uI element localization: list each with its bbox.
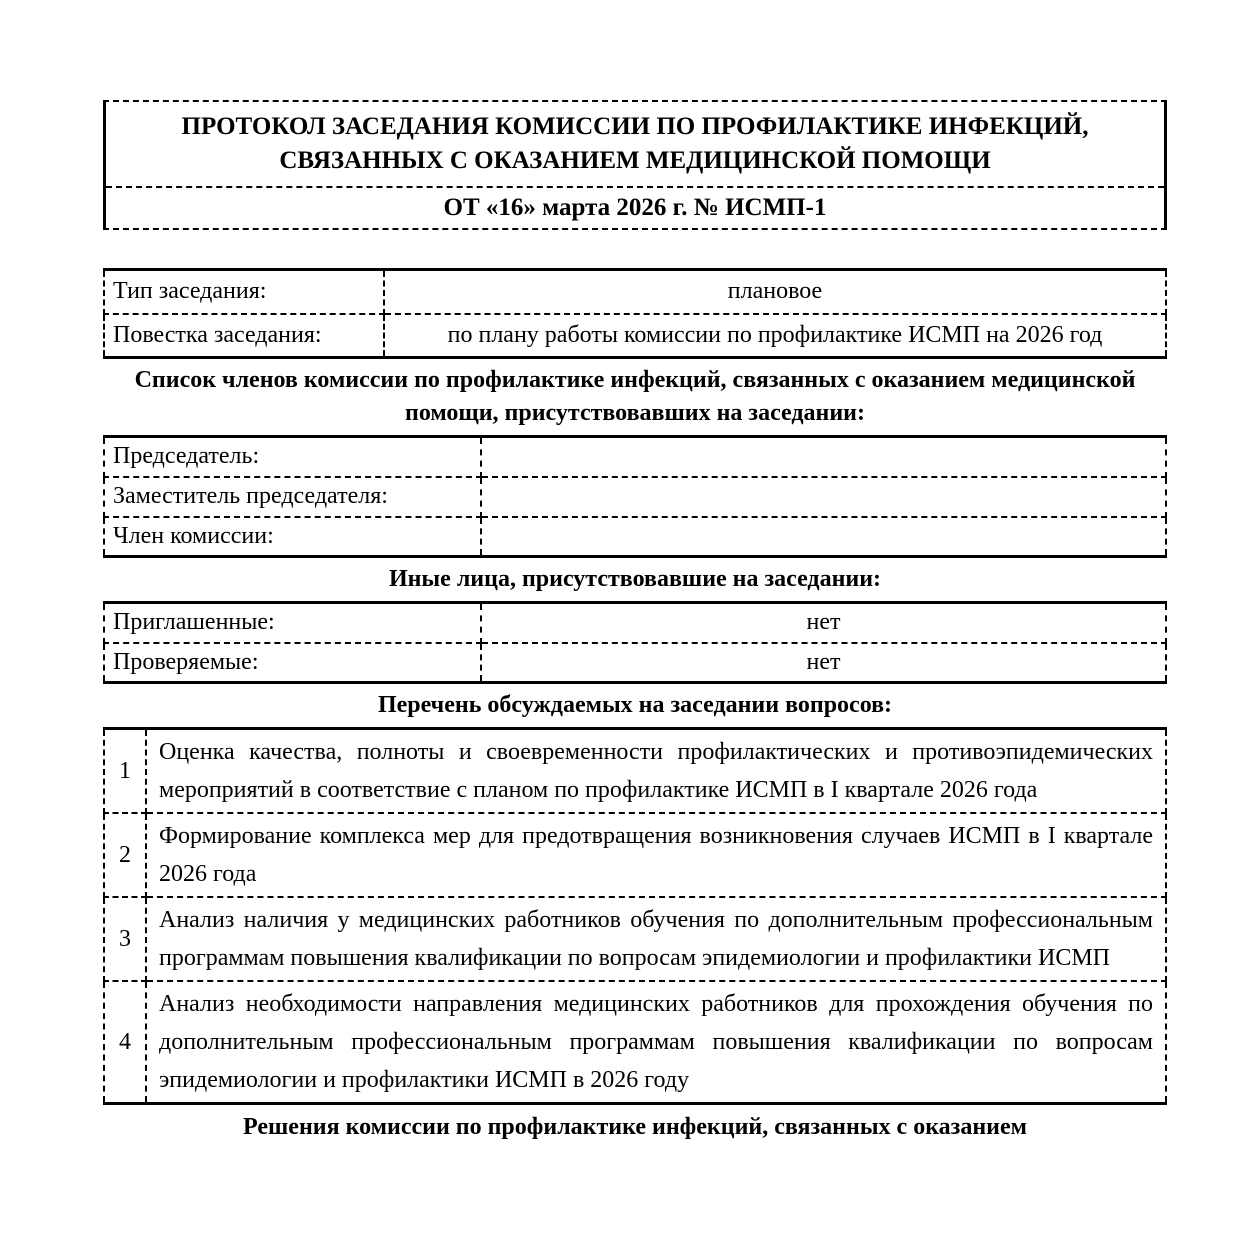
- chairman-label: Председатель:: [104, 437, 481, 477]
- question-number: 1: [104, 729, 146, 814]
- question-text: Анализ необходимости направления медицинских работников для прохождения обучения по дополнительным профессиональным программам повышения квалификации по вопросам эпидемиологии и профилактики ИСМП в 2026 году: [146, 981, 1166, 1104]
- question-row: [104, 897, 1166, 981]
- document-content: [103, 100, 1167, 1144]
- commission-member-value: [481, 517, 1166, 557]
- members-section-heading: Список членов комиссии по профилактике инфекций, связанных с оказанием медицинской помощи, присутствовавших на заседании:: [134, 367, 1136, 426]
- question-text: Формирование комплекса мер для предотвращения возникновения случаев ИСМП в I квартале 2026 года: [146, 813, 1166, 897]
- question-text: Оценка качества, полноты и своевременности профилактических и противоэпидемических мероприятий в соответствие с планом по профилактике ИСМП в I квартале 2026 года: [146, 729, 1166, 814]
- protocol-header-box: [103, 100, 1167, 230]
- question-row: [104, 813, 1166, 897]
- members-table: [103, 435, 1167, 558]
- questions-section-heading: Перечень обсуждаемых на заседании вопросов:: [377, 692, 893, 718]
- meeting-type-value: плановое: [384, 270, 1166, 314]
- decisions-section-heading: Решения комиссии по профилактике инфекций, связанных с оказанием: [243, 1114, 1027, 1140]
- deputy-chairman-label: Заместитель председателя:: [104, 477, 481, 517]
- question-text: Анализ наличия у медицинских работников обучения по дополнительным профессиональным программам повышения квалификации по вопросам эпидемиологии и профилактики ИСМП: [146, 897, 1166, 981]
- chairman-row: [104, 437, 1166, 477]
- commission-member-label: Член комиссии:: [104, 517, 481, 557]
- protocol-date-line: ОТ «16» марта 2026 г. № ИСМП-1: [106, 186, 1164, 228]
- questions-table: [103, 727, 1167, 1105]
- question-number: 4: [104, 981, 146, 1104]
- others-section-heading: Иные лица, присутствовавшие на заседании:: [388, 566, 882, 592]
- invited-row: [104, 603, 1166, 643]
- chairman-value: [481, 437, 1166, 477]
- meeting-agenda-label: Повестка заседания:: [104, 314, 384, 358]
- inspected-row: [104, 643, 1166, 683]
- commission-member-row: [104, 517, 1166, 557]
- meeting-info-table: [103, 268, 1167, 359]
- invited-value: нет: [481, 603, 1166, 643]
- question-row: [104, 981, 1166, 1104]
- meeting-type-row: [104, 270, 1166, 314]
- protocol-title: ПРОТОКОЛ ЗАСЕДАНИЯ КОМИССИИ ПО ПРОФИЛАКТИКЕ ИНФЕКЦИЙ, СВЯЗАННЫХ С ОКАЗАНИЕМ МЕДИЦИНСКОЙ ПОМОЩИ: [181, 113, 1089, 174]
- meeting-agenda-value: по плану работы комиссии по профилактике ИСМП на 2026 год: [384, 314, 1166, 358]
- others-table: [103, 601, 1167, 684]
- invited-label: Приглашенные:: [104, 603, 481, 643]
- question-number: 3: [104, 897, 146, 981]
- inspected-label: Проверяемые:: [104, 643, 481, 683]
- meeting-type-label: Тип заседания:: [104, 270, 384, 314]
- deputy-chairman-value: [481, 477, 1166, 517]
- question-number: 2: [104, 813, 146, 897]
- inspected-value: нет: [481, 643, 1166, 683]
- question-row: [104, 729, 1166, 814]
- meeting-agenda-row: [104, 314, 1166, 358]
- deputy-chairman-row: [104, 477, 1166, 517]
